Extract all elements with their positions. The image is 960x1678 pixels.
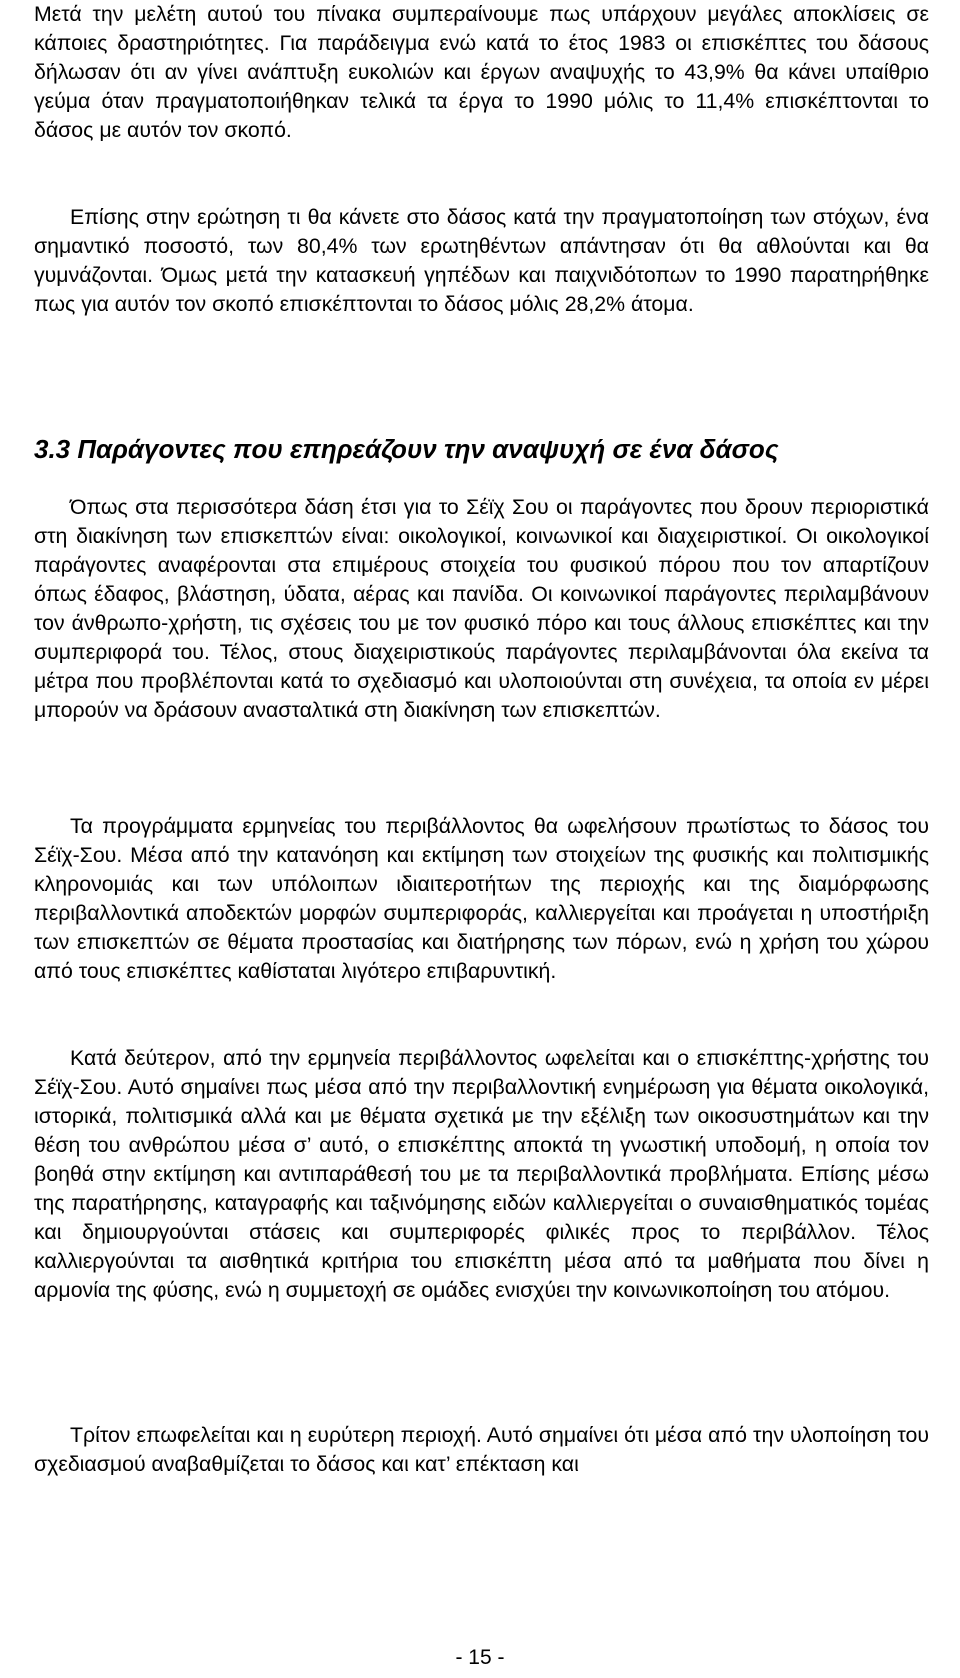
paragraph-wider-area: Τρίτον επωφελείται και η ευρύτερη περιοχή. Αυτό σημαίνει ότι μέσα από την υλοποίηση του σχεδιασμού αναβαθμίζεται το δάσος και κατ’ επέκταση και [34, 1423, 929, 1476]
paragraph-sports-question: Επίσης στην ερώτηση τι θα κάνετε στο δάσος κατά την πραγματοποίηση των στόχων, ένα σημαντικό ποσοστό, των 80,4% των ερωτηθέντων απάντησαν ότι θα αθλούνται και θα γυμνάζονται. Όμως μετά την κατασκευή γηπέδων και παιχνιδότοπων το 1990 παρατηρήθηκε πως για αυτόν τον σκοπό επισκέπτονται το δάσος μόλις 28,2% άτομα. [34, 205, 929, 316]
page-number: - 15 - [455, 1646, 505, 1669]
paragraph-interpretation-programs: Τα προγράμματα ερμηνείας του περιβάλλοντος θα ωφελήσουν πρωτίστως το δάσος του Σέϊχ-Σου. Μέσα από την κατανόηση και εκτίμηση των στοιχείων της φυσικής και πολιτισμικής κληρονομιάς και των υπόλοιπων ιδιαιτεροτήτων της περιοχής και της διαμόρφωσης περιβαλλοντικά αποδεκτών μορφών συμπεριφοράς, καλλιεργείται και προάγεται η υποστήριξη των επισκεπτών σε θέματα προστασίας και διατήρησης των πόρων, ενώ η χρήση του χώρου από τους επισκέπτες καθίσταται λιγότερο επιβαρυντική. [34, 814, 929, 983]
paragraph-limiting-factors: Όπως στα περισσότερα δάση έτσι για το Σέϊχ Σου οι παράγοντες που δρουν περιοριστικά στη διακίνηση των επισκεπτών είναι: οικολογικοί, κοινωνικοί και διαχειριστικοί. Οι οικολογικοί παράγοντες αναφέρονται στα επιμέρους στοιχεία του φυσικού πόρου που τον απαρτίζουν όπως έδαφος, βλάστηση, ύδατα, αέρας και πανίδα. Οι κοινωνικοί παράγοντες περιλαμβάνουν τον άνθρωπο-χρήστη, τις σχέσεις του με τον φυσικό πόρο και τους άλλους επισκέπτες και την συμπεριφορά του. Τέλος, στους διαχειριστικούς παράγοντες περιλαμβάνονται όλα εκείνα τα μέτρα που προβλέπονται κατά το σχεδιασμό και υλοποιούνται στη συνέχεια, τα οποία εν μέρει μπορούν να δράσουν ανασταλτικά στη διακίνηση των επισκεπτών. [34, 495, 929, 722]
paragraph-table-conclusion: Μετά την μελέτη αυτού του πίνακα συμπεραίνουμε πως υπάρχουν μεγάλες αποκλίσεις σε κάποιες δραστηριότητες. Για παράδειγμα ενώ κατά το έτος 1983 οι επισκέπτες του δάσους δήλωσαν ότι αν γίνει ανάπτυξη ευκολιών και έργων αναψυχής το 43,9% θα κάνει υπαίθριο γεύμα όταν πραγματοποιήθηκαν τελικά τα έργα το 1990 μόλις το 11,4% επισκέπτονται το δάσος με αυτόν τον σκοπό. [34, 2, 929, 142]
section-heading: 3.3 Παράγοντες που επηρεάζουν την αναψυχή σε ένα δάσος [34, 434, 779, 464]
paragraph-visitor-benefit: Κατά δεύτερον, από την ερμηνεία περιβάλλοντος ωφελείται και ο επισκέπτης-χρήστης του Σέϊχ-Σου. Αυτό σημαίνει πως μέσα από την περιβαλλοντική ενημέρωση για θέματα οικολογικά, ιστορικά, πολιτισμικά αλλά και με θέματα σχετικά με την εξέλιξη των οικοσυστημάτων και την θέση του ανθρώπου μέσα σ’ αυτό, ο επισκέπτης αποκτά τη γνωστική υποδομή, η οποία τον βοηθά στην εκτίμηση και αντιπαράθεσή του με τα περιβαλλοντικά προβλήματα. Επίσης μέσω της παρατήρησης, καταγραφής και ταξινόμησης ειδών καλλιεργείται ο συναισθηματικός τομέας και δημιουργούνται στάσεις και συμπεριφορές φιλικές προς το περιβάλλον. Τέλος καλλιεργούνται τα αισθητικά κριτήρια του επισκέπτη μέσα από τα μαθήματα που δίνει η αρμονία της φύσης, ενώ η συμμετοχή σε ομάδες ενισχύει την κοινωνικοποίηση του ατόμου. [34, 1046, 929, 1302]
